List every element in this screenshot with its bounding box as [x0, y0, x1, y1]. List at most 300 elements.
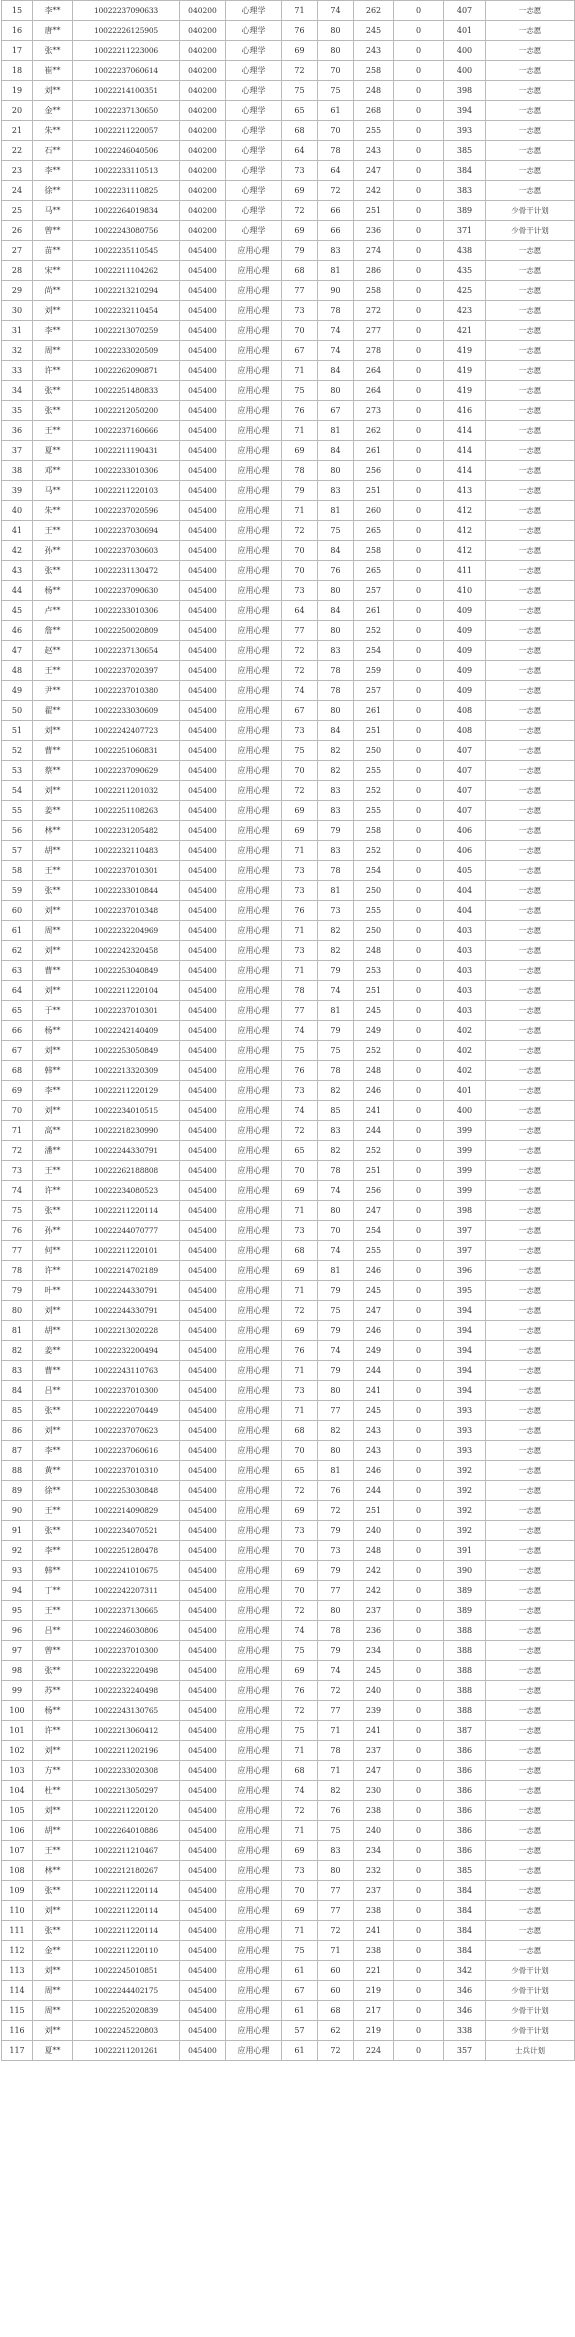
row-number-cell: 83: [2, 1361, 33, 1381]
table-row: [2, 481, 575, 501]
table-row: [2, 181, 575, 201]
candidate-id-cell: 10022246030806: [73, 1621, 180, 1641]
candidate-name-cell: 尚**: [33, 281, 73, 301]
extra-score-cell: 0: [394, 1381, 444, 1401]
major-name-cell: 应用心理: [226, 921, 282, 941]
candidate-name-cell: 曾**: [33, 1641, 73, 1661]
major-code-cell: 045400: [180, 1141, 226, 1161]
candidate-id-cell: 10022211220114: [73, 1201, 180, 1221]
politics-score-cell: 71: [282, 921, 318, 941]
major-code-cell: 045400: [180, 741, 226, 761]
row-number-cell: 38: [2, 461, 33, 481]
row-number-cell: 41: [2, 521, 33, 541]
major-score-cell: 255: [354, 901, 394, 921]
extra-score-cell: 0: [394, 1861, 444, 1881]
plan-type-cell: 一志愿: [486, 781, 575, 801]
row-number-cell: 30: [2, 301, 33, 321]
row-number-cell: 91: [2, 1521, 33, 1541]
total-score-cell: 387: [444, 1721, 486, 1741]
row-number-cell: 88: [2, 1461, 33, 1481]
table-row: [2, 1861, 575, 1881]
plan-type-cell: 一志愿: [486, 1861, 575, 1881]
english-score-cell: 82: [318, 1421, 354, 1441]
extra-score-cell: 0: [394, 1241, 444, 1261]
candidate-id-cell: 10022212050200: [73, 401, 180, 421]
plan-type-cell: 一志愿: [486, 1021, 575, 1041]
row-number-cell: 53: [2, 761, 33, 781]
total-score-cell: 419: [444, 361, 486, 381]
candidate-name-cell: 王**: [33, 1501, 73, 1521]
major-code-cell: 045400: [180, 1421, 226, 1441]
total-score-cell: 438: [444, 241, 486, 261]
total-score-cell: 416: [444, 401, 486, 421]
english-score-cell: 77: [318, 1401, 354, 1421]
politics-score-cell: 75: [282, 81, 318, 101]
candidate-id-cell: 10022231110825: [73, 181, 180, 201]
major-score-cell: 237: [354, 1601, 394, 1621]
politics-score-cell: 70: [282, 1881, 318, 1901]
extra-score-cell: 0: [394, 841, 444, 861]
english-score-cell: 82: [318, 761, 354, 781]
english-score-cell: 77: [318, 1901, 354, 1921]
major-score-cell: 244: [354, 1481, 394, 1501]
major-name-cell: 应用心理: [226, 621, 282, 641]
candidate-id-cell: 10022251480833: [73, 381, 180, 401]
plan-type-cell: 一志愿: [486, 681, 575, 701]
table-row: [2, 561, 575, 581]
table-row: [2, 1081, 575, 1101]
major-name-cell: 心理学: [226, 101, 282, 121]
plan-type-cell: 一志愿: [486, 61, 575, 81]
politics-score-cell: 79: [282, 481, 318, 501]
row-number-cell: 50: [2, 701, 33, 721]
candidate-id-cell: 10022211220114: [73, 1881, 180, 1901]
major-code-cell: 045400: [180, 1741, 226, 1761]
major-name-cell: 应用心理: [226, 1061, 282, 1081]
politics-score-cell: 72: [282, 521, 318, 541]
candidate-id-cell: 10022245220803: [73, 2021, 180, 2041]
english-score-cell: 82: [318, 1081, 354, 1101]
table-row: [2, 1681, 575, 1701]
candidate-name-cell: 唐**: [33, 21, 73, 41]
candidate-id-cell: 10022232200494: [73, 1341, 180, 1361]
table-row: [2, 621, 575, 641]
total-score-cell: 414: [444, 461, 486, 481]
row-number-cell: 25: [2, 201, 33, 221]
major-code-cell: 045400: [180, 761, 226, 781]
major-score-cell: 219: [354, 2021, 394, 2041]
extra-score-cell: 0: [394, 281, 444, 301]
major-score-cell: 248: [354, 941, 394, 961]
candidate-name-cell: 周**: [33, 921, 73, 941]
politics-score-cell: 72: [282, 61, 318, 81]
candidate-id-cell: 10022237020596: [73, 501, 180, 521]
row-number-cell: 116: [2, 2021, 33, 2041]
major-code-cell: 045400: [180, 1921, 226, 1941]
english-score-cell: 83: [318, 481, 354, 501]
major-name-cell: 应用心理: [226, 1561, 282, 1581]
candidate-name-cell: 张**: [33, 1661, 73, 1681]
extra-score-cell: 0: [394, 581, 444, 601]
english-score-cell: 79: [318, 1561, 354, 1581]
major-score-cell: 240: [354, 1821, 394, 1841]
politics-score-cell: 75: [282, 1041, 318, 1061]
plan-type-cell: 一志愿: [486, 101, 575, 121]
plan-type-cell: 一志愿: [486, 1081, 575, 1101]
table-row: [2, 1501, 575, 1521]
table-row: [2, 1541, 575, 1561]
plan-type-cell: 一志愿: [486, 661, 575, 681]
candidate-name-cell: 于**: [33, 1001, 73, 1021]
major-name-cell: 应用心理: [226, 841, 282, 861]
extra-score-cell: 0: [394, 601, 444, 621]
major-score-cell: 245: [354, 1401, 394, 1421]
row-number-cell: 58: [2, 861, 33, 881]
english-score-cell: 67: [318, 401, 354, 421]
politics-score-cell: 57: [282, 2021, 318, 2041]
major-score-cell: 265: [354, 521, 394, 541]
major-code-cell: 040200: [180, 181, 226, 201]
major-score-cell: 258: [354, 281, 394, 301]
major-score-cell: 251: [354, 201, 394, 221]
plan-type-cell: 一志愿: [486, 861, 575, 881]
major-name-cell: 应用心理: [226, 1881, 282, 1901]
major-code-cell: 045400: [180, 1521, 226, 1541]
candidate-name-cell: 张**: [33, 1401, 73, 1421]
major-name-cell: 应用心理: [226, 781, 282, 801]
extra-score-cell: 0: [394, 1661, 444, 1681]
major-code-cell: 045400: [180, 1321, 226, 1341]
extra-score-cell: 0: [394, 941, 444, 961]
english-score-cell: 80: [318, 1861, 354, 1881]
row-number-cell: 108: [2, 1861, 33, 1881]
candidate-id-cell: 10022233010306: [73, 601, 180, 621]
english-score-cell: 80: [318, 701, 354, 721]
row-number-cell: 70: [2, 1101, 33, 1121]
candidate-name-cell: 张**: [33, 1881, 73, 1901]
candidate-name-cell: 马**: [33, 481, 73, 501]
politics-score-cell: 74: [282, 681, 318, 701]
major-name-cell: 应用心理: [226, 1861, 282, 1881]
major-score-cell: 272: [354, 301, 394, 321]
major-code-cell: 045400: [180, 1221, 226, 1241]
major-name-cell: 应用心理: [226, 1841, 282, 1861]
major-code-cell: 040200: [180, 61, 226, 81]
major-name-cell: 应用心理: [226, 1101, 282, 1121]
major-code-cell: 045400: [180, 541, 226, 561]
total-score-cell: 435: [444, 261, 486, 281]
candidate-id-cell: 10022233020509: [73, 341, 180, 361]
candidate-id-cell: 10022237070623: [73, 1421, 180, 1441]
row-number-cell: 22: [2, 141, 33, 161]
major-code-cell: 045400: [180, 701, 226, 721]
major-score-cell: 248: [354, 81, 394, 101]
extra-score-cell: 0: [394, 1, 444, 21]
major-name-cell: 应用心理: [226, 1521, 282, 1541]
english-score-cell: 77: [318, 1581, 354, 1601]
total-score-cell: 400: [444, 1101, 486, 1121]
total-score-cell: 401: [444, 21, 486, 41]
total-score-cell: 419: [444, 381, 486, 401]
candidate-name-cell: 周**: [33, 2001, 73, 2021]
total-score-cell: 338: [444, 2021, 486, 2041]
candidate-id-cell: 10022226125905: [73, 21, 180, 41]
major-code-cell: 045400: [180, 961, 226, 981]
total-score-cell: 403: [444, 981, 486, 1001]
extra-score-cell: 0: [394, 901, 444, 921]
politics-score-cell: 70: [282, 1441, 318, 1461]
table-row: [2, 1761, 575, 1781]
major-code-cell: 045400: [180, 381, 226, 401]
total-score-cell: 419: [444, 341, 486, 361]
extra-score-cell: 0: [394, 21, 444, 41]
major-score-cell: 244: [354, 1361, 394, 1381]
major-name-cell: 心理学: [226, 141, 282, 161]
total-score-cell: 384: [444, 1901, 486, 1921]
politics-score-cell: 72: [282, 641, 318, 661]
politics-score-cell: 71: [282, 1, 318, 21]
table-row: [2, 221, 575, 241]
english-score-cell: 84: [318, 541, 354, 561]
table-row: [2, 881, 575, 901]
major-score-cell: 247: [354, 161, 394, 181]
english-score-cell: 66: [318, 201, 354, 221]
extra-score-cell: 0: [394, 801, 444, 821]
row-number-cell: 69: [2, 1081, 33, 1101]
major-code-cell: 045400: [180, 901, 226, 921]
politics-score-cell: 70: [282, 561, 318, 581]
candidate-name-cell: 王**: [33, 661, 73, 681]
candidate-name-cell: 李**: [33, 1081, 73, 1101]
major-name-cell: 应用心理: [226, 821, 282, 841]
major-code-cell: 045400: [180, 921, 226, 941]
english-score-cell: 78: [318, 301, 354, 321]
politics-score-cell: 77: [282, 281, 318, 301]
extra-score-cell: 0: [394, 1421, 444, 1441]
major-name-cell: 应用心理: [226, 1081, 282, 1101]
row-number-cell: 85: [2, 1401, 33, 1421]
major-name-cell: 应用心理: [226, 961, 282, 981]
major-code-cell: 045400: [180, 1001, 226, 1021]
english-score-cell: 75: [318, 1301, 354, 1321]
major-name-cell: 应用心理: [226, 941, 282, 961]
row-number-cell: 19: [2, 81, 33, 101]
politics-score-cell: 71: [282, 1741, 318, 1761]
politics-score-cell: 75: [282, 1721, 318, 1741]
table-row: [2, 661, 575, 681]
total-score-cell: 346: [444, 2001, 486, 2021]
major-code-cell: 045400: [180, 461, 226, 481]
politics-score-cell: 68: [282, 261, 318, 281]
candidate-name-cell: 刘**: [33, 81, 73, 101]
row-number-cell: 72: [2, 1141, 33, 1161]
candidate-id-cell: 10022232204969: [73, 921, 180, 941]
candidate-id-cell: 10022237020397: [73, 661, 180, 681]
politics-score-cell: 73: [282, 881, 318, 901]
politics-score-cell: 73: [282, 1521, 318, 1541]
english-score-cell: 80: [318, 381, 354, 401]
plan-type-cell: 一志愿: [486, 741, 575, 761]
plan-type-cell: 一志愿: [486, 1261, 575, 1281]
major-code-cell: 045400: [180, 261, 226, 281]
major-score-cell: 243: [354, 41, 394, 61]
english-score-cell: 62: [318, 2021, 354, 2041]
politics-score-cell: 69: [282, 441, 318, 461]
english-score-cell: 82: [318, 741, 354, 761]
extra-score-cell: 0: [394, 681, 444, 701]
major-code-cell: 045400: [180, 2021, 226, 2041]
major-name-cell: 应用心理: [226, 1681, 282, 1701]
politics-score-cell: 75: [282, 1941, 318, 1961]
candidate-name-cell: 马**: [33, 201, 73, 221]
major-score-cell: 278: [354, 341, 394, 361]
extra-score-cell: 0: [394, 1441, 444, 1461]
table-row: [2, 2041, 575, 2061]
politics-score-cell: 78: [282, 461, 318, 481]
plan-type-cell: 一志愿: [486, 821, 575, 841]
english-score-cell: 83: [318, 781, 354, 801]
candidate-name-cell: 胡**: [33, 1821, 73, 1841]
row-number-cell: 110: [2, 1901, 33, 1921]
total-score-cell: 407: [444, 761, 486, 781]
candidate-name-cell: 尹**: [33, 681, 73, 701]
major-code-cell: 045400: [180, 1941, 226, 1961]
major-name-cell: 应用心理: [226, 701, 282, 721]
major-name-cell: 应用心理: [226, 421, 282, 441]
candidate-name-cell: 李**: [33, 161, 73, 181]
candidate-id-cell: 10022237090630: [73, 581, 180, 601]
total-score-cell: 401: [444, 1081, 486, 1101]
major-score-cell: 224: [354, 2041, 394, 2061]
candidate-name-cell: 高**: [33, 1121, 73, 1141]
english-score-cell: 80: [318, 461, 354, 481]
candidate-name-cell: 朱**: [33, 501, 73, 521]
candidate-id-cell: 10022262090871: [73, 361, 180, 381]
politics-score-cell: 71: [282, 1201, 318, 1221]
major-name-cell: 应用心理: [226, 1801, 282, 1821]
plan-type-cell: 一志愿: [486, 1641, 575, 1661]
extra-score-cell: 0: [394, 1901, 444, 1921]
major-score-cell: 242: [354, 1561, 394, 1581]
plan-type-cell: 一志愿: [486, 1761, 575, 1781]
politics-score-cell: 76: [282, 901, 318, 921]
plan-type-cell: 一志愿: [486, 281, 575, 301]
english-score-cell: 70: [318, 121, 354, 141]
extra-score-cell: 0: [394, 721, 444, 741]
major-name-cell: 应用心理: [226, 1241, 282, 1261]
english-score-cell: 75: [318, 1821, 354, 1841]
extra-score-cell: 0: [394, 1061, 444, 1081]
candidate-id-cell: 10022242407723: [73, 721, 180, 741]
candidate-id-cell: 10022237130665: [73, 1601, 180, 1621]
major-score-cell: 248: [354, 1061, 394, 1081]
plan-type-cell: 一志愿: [486, 1321, 575, 1341]
total-score-cell: 389: [444, 201, 486, 221]
candidate-name-cell: 刘**: [33, 1301, 73, 1321]
candidate-name-cell: 石**: [33, 141, 73, 161]
plan-type-cell: 一志愿: [486, 1801, 575, 1821]
plan-type-cell: 一志愿: [486, 321, 575, 341]
plan-type-cell: 一志愿: [486, 801, 575, 821]
extra-score-cell: 0: [394, 861, 444, 881]
major-code-cell: 040200: [180, 81, 226, 101]
major-name-cell: 心理学: [226, 201, 282, 221]
table-row: [2, 61, 575, 81]
plan-type-cell: 少骨干计划: [486, 221, 575, 241]
extra-score-cell: 0: [394, 1001, 444, 1021]
major-name-cell: 应用心理: [226, 881, 282, 901]
candidate-id-cell: 10022243130765: [73, 1701, 180, 1721]
major-score-cell: 255: [354, 801, 394, 821]
extra-score-cell: 0: [394, 1641, 444, 1661]
major-score-cell: 242: [354, 1581, 394, 1601]
major-name-cell: 应用心理: [226, 1301, 282, 1321]
major-score-cell: 238: [354, 1901, 394, 1921]
extra-score-cell: 0: [394, 341, 444, 361]
table-row: [2, 1881, 575, 1901]
row-number-cell: 79: [2, 1281, 33, 1301]
major-name-cell: 应用心理: [226, 481, 282, 501]
row-number-cell: 102: [2, 1741, 33, 1761]
plan-type-cell: 一志愿: [486, 941, 575, 961]
major-code-cell: 045400: [180, 1781, 226, 1801]
major-name-cell: 应用心理: [226, 761, 282, 781]
major-code-cell: 045400: [180, 621, 226, 641]
extra-score-cell: 0: [394, 1521, 444, 1541]
extra-score-cell: 0: [394, 301, 444, 321]
table-row: [2, 721, 575, 741]
extra-score-cell: 0: [394, 161, 444, 181]
candidate-name-cell: 吕**: [33, 1381, 73, 1401]
plan-type-cell: 一志愿: [486, 421, 575, 441]
total-score-cell: 386: [444, 1841, 486, 1861]
plan-type-cell: 一志愿: [486, 621, 575, 641]
candidate-id-cell: 10022234080523: [73, 1181, 180, 1201]
english-score-cell: 78: [318, 1741, 354, 1761]
plan-type-cell: 一志愿: [486, 481, 575, 501]
candidate-id-cell: 10022231205482: [73, 821, 180, 841]
english-score-cell: 83: [318, 641, 354, 661]
major-score-cell: 240: [354, 1681, 394, 1701]
candidate-id-cell: 10022211210467: [73, 1841, 180, 1861]
total-score-cell: 414: [444, 441, 486, 461]
candidate-name-cell: 王**: [33, 1601, 73, 1621]
english-score-cell: 85: [318, 1101, 354, 1121]
total-score-cell: 404: [444, 901, 486, 921]
major-code-cell: 045400: [180, 681, 226, 701]
english-score-cell: 78: [318, 1621, 354, 1641]
major-name-cell: 应用心理: [226, 1941, 282, 1961]
politics-score-cell: 69: [282, 1181, 318, 1201]
politics-score-cell: 72: [282, 1701, 318, 1721]
politics-score-cell: 71: [282, 421, 318, 441]
table-row: [2, 1521, 575, 1541]
major-score-cell: 262: [354, 421, 394, 441]
major-score-cell: 252: [354, 781, 394, 801]
major-name-cell: 应用心理: [226, 1261, 282, 1281]
candidate-name-cell: 曾**: [33, 221, 73, 241]
table-row: [2, 1161, 575, 1181]
row-number-cell: 33: [2, 361, 33, 381]
politics-score-cell: 69: [282, 1321, 318, 1341]
table-row: [2, 1041, 575, 1061]
major-name-cell: 应用心理: [226, 901, 282, 921]
candidate-name-cell: 刘**: [33, 1041, 73, 1061]
plan-type-cell: 一志愿: [486, 1341, 575, 1361]
candidate-id-cell: 10022214702189: [73, 1261, 180, 1281]
extra-score-cell: 0: [394, 781, 444, 801]
politics-score-cell: 77: [282, 621, 318, 641]
